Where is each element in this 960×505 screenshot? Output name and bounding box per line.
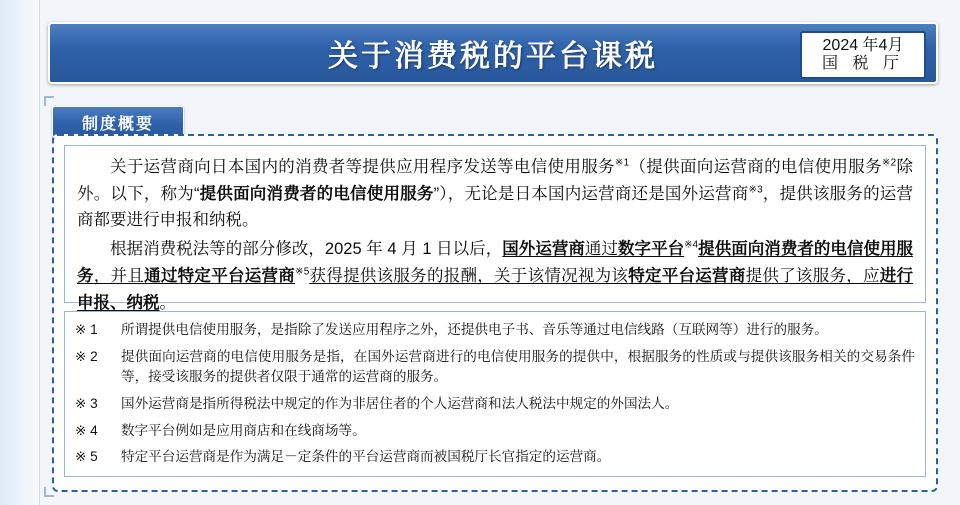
p2-seg6: 。 [159,293,176,312]
p1-footnote-ref-1: ※1 [614,157,630,169]
footnote-item [75,347,915,388]
footnote-item [75,421,915,442]
page-title: 关于消费税的平台课税 [328,40,658,73]
footnote-text: 国外运营商是指所得税法中规定的作为非居住者的个人运营商和法人税法中规定的外国法人。 [121,395,679,411]
paragraph-1 [77,154,913,234]
footnote-mark: ※ 2 [75,348,98,364]
p2-bold-term-5: 特定平台运营商 [628,266,746,285]
paragraph-2 [77,236,913,316]
left-decorative-spine [0,0,40,505]
footnote-mark: ※ 3 [75,395,98,411]
footnote-mark: ※ 5 [75,449,98,465]
p2-bold-term-3: 提供面向消费者的电信使用服务 [77,240,914,285]
p2-bold-term-2: 数字平台 [618,240,685,259]
p2-bold-term-6: 进行申报、纳税 [77,266,914,312]
p1-bold-term-1: 提供面向消费者的电信使用服务 [199,184,434,203]
p2-seg3: ，并且 [93,266,145,285]
section-tab-label: 制度概要 [81,115,154,133]
p2-bold-term-4: 通过特定平台运营商 [144,266,296,285]
frame-corner-top-left [44,96,54,106]
p2-seg2: 通过 [584,240,618,259]
body-text-box [64,145,926,312]
p1-seg2: （提供面向运营商的电信使用服务 [629,158,882,176]
p1-footnote-ref-2: ※2 [881,157,897,169]
footnote-item [75,447,915,468]
p2-footnote-ref-5: ※5 [295,266,310,278]
p2-seg1: 根据消费税法等的部分修改，2025 年 4 月 1 日以后， [110,240,503,259]
p2-seg4: 获得提供该服务的报酬，关于该情况视为该 [309,266,629,285]
p2-bold-term-1: 国外运营商 [502,240,585,259]
p1-footnote-ref-3: ※3 [748,184,763,196]
issuer-date-box [800,31,926,79]
footnote-text: 数字平台例如是应用商店和在线商场等。 [121,422,366,438]
p1-seg5: ，提供该服务的运营商都要进行申报和纳税。 [77,184,914,230]
p2-footnote-ref-4: ※4 [684,239,699,251]
footnote-text: 特定平台运营商是作为满足－定条件的平台运营商而被国税厅长官指定的运营商。 [121,449,611,465]
issuer-name: 国 税 厅 [822,55,904,72]
footnote-item [75,394,915,415]
p1-seg4: ”），无论是日本国内运营商还是国外运营商 [433,184,749,203]
footnote-item [75,320,915,341]
p1-seg1: 关于运营商向日本国内的消费者等提供应用程序发送等电信使用服务 [110,158,615,176]
footnote-text: 提供面向运营商的电信使用服务是指，在国外运营商进行的电信使用服务的提供中，根据服务的性质或与提供该服务相关的交易条件等，接受该服务的提供者仅限于通常的运营商的服务。 [121,348,915,385]
footnote-text: 所谓提供电信使用服务，是指除了发送应用程序之外，还提供电子书、音乐等通过电信线路（互联网等）进行的服务。 [121,322,828,337]
issue-date: 2024 年4月 [822,37,904,55]
footnote-mark: ※ 1 [75,322,98,337]
footnotes-box [64,311,926,477]
title-bar [48,22,938,84]
footnote-mark: ※ 4 [75,422,98,438]
content-panel [52,134,938,492]
p1-seg3: 除外。以下，称为“ [77,158,914,203]
p2-seg5: 提供了该服务，应 [745,266,880,285]
